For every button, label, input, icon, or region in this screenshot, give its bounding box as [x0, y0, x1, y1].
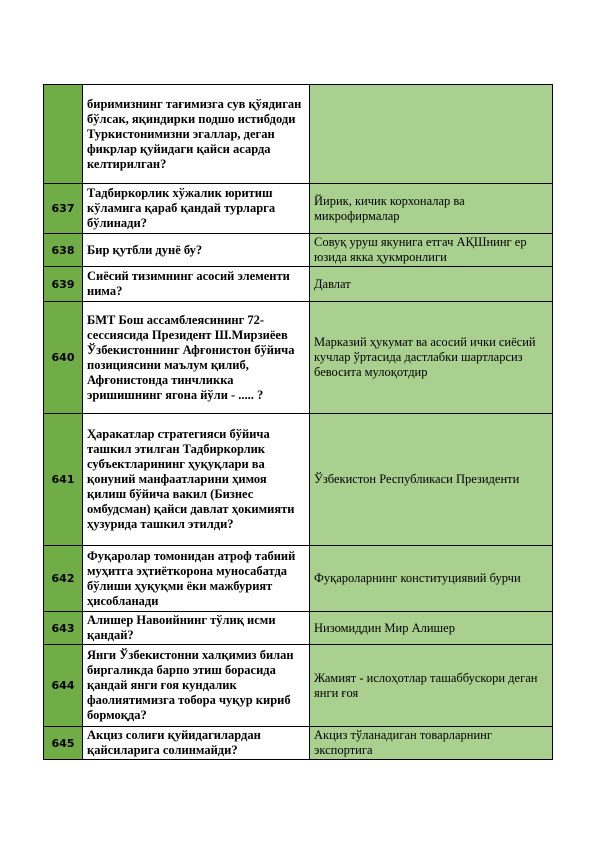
answer-cell: Жамият - ислоҳотлар ташаббускори деган янги ғоя: [310, 645, 553, 727]
question-cell: биримизнинг тағимизга сув қўядиган бўлсак, яқиндирки подшо истибдоди Туркистонимизни эгаллар, деган фикрлар қуйидаги қайси асарда келтирилган?: [83, 85, 310, 184]
table-row: [44, 302, 553, 414]
question-cell: Алишер Навоийнинг тўлиқ исми қандай?: [83, 612, 310, 645]
answer-cell: Низомиддин Мир Алишер: [310, 612, 553, 645]
answer-cell: Ўзбекистон Республикаси Президенти: [310, 414, 553, 546]
question-cell: Фуқаролар томонидан атроф табиий муҳитга эҳтиёткорона муносабатда бўлиши ҳуқуқми ёки мажбурият ҳисобланади: [83, 546, 310, 612]
table-row: [44, 727, 553, 760]
answer-cell: Давлат: [310, 267, 553, 302]
question-cell: Ҳаракатлар стратегияси бўйича ташкил этилган Тадбиркорлик субъектларининг ҳуқуқлари ва қонуний манфаатларини ҳимоя қилиш бўйича вакил (Бизнес омбудсман) қайси давлат ҳокимияти ҳузурида ташкил этилди?: [83, 414, 310, 546]
answer-cell: [310, 85, 553, 184]
table-row: [44, 85, 553, 184]
table-row: [44, 546, 553, 612]
answer-cell: Йирик, кичик корхоналар ва микрофирмалар: [310, 184, 553, 234]
question-cell: Тадбиркорлик хўжалик юритиш кўламига қараб қандай турларга бўлинади?: [83, 184, 310, 234]
row-number: 640: [44, 302, 83, 414]
question-cell: Акциз солиғи қуйидагилардан қайсиларига солинмайди?: [83, 727, 310, 760]
question-cell: Янги Ўзбекистонни халқимиз билан биргаликда барпо этиш борасида қандай янги ғоя кундалик фаолиятимизга тобора чуқур кириб бормоқда?: [83, 645, 310, 727]
table-row: [44, 645, 553, 727]
answer-cell: Акциз тўланадиган товарларнинг экспортига: [310, 727, 553, 760]
answer-cell: Фуқароларнинг конституциявий бурчи: [310, 546, 553, 612]
question-cell: Бир қутбли дунё бу?: [83, 234, 310, 267]
question-cell: Сиёсий тизимнинг асосий элементи нима?: [83, 267, 310, 302]
row-number: [44, 85, 83, 184]
row-number: 644: [44, 645, 83, 727]
answer-cell: Марказий ҳукумат ва асосий ички сиёсий кучлар ўртасида дастлабки шартларсиз бевосита мулоқотдир: [310, 302, 553, 414]
table-row: [44, 184, 553, 234]
questions-table: [43, 84, 553, 760]
table-row: [44, 414, 553, 546]
row-number: 641: [44, 414, 83, 546]
row-number: 642: [44, 546, 83, 612]
answer-cell: Совуқ уруш якунига етгач АҚШнинг ер юзида якка ҳукмронлиги: [310, 234, 553, 267]
row-number: 639: [44, 267, 83, 302]
question-cell: БМТ Бош ассамблеясининг 72-сессиясида Президент Ш.Мирзиёев Ўзбекистоннинг Афғонистон бўйича позициясини маълум қилиб, Афғонистонда тинчликка эришишнинг ягона йўли - ..... ?: [83, 302, 310, 414]
table-row: [44, 267, 553, 302]
row-number: 638: [44, 234, 83, 267]
table-row: [44, 234, 553, 267]
row-number: 645: [44, 727, 83, 760]
row-number: 643: [44, 612, 83, 645]
row-number: 637: [44, 184, 83, 234]
table-row: [44, 612, 553, 645]
